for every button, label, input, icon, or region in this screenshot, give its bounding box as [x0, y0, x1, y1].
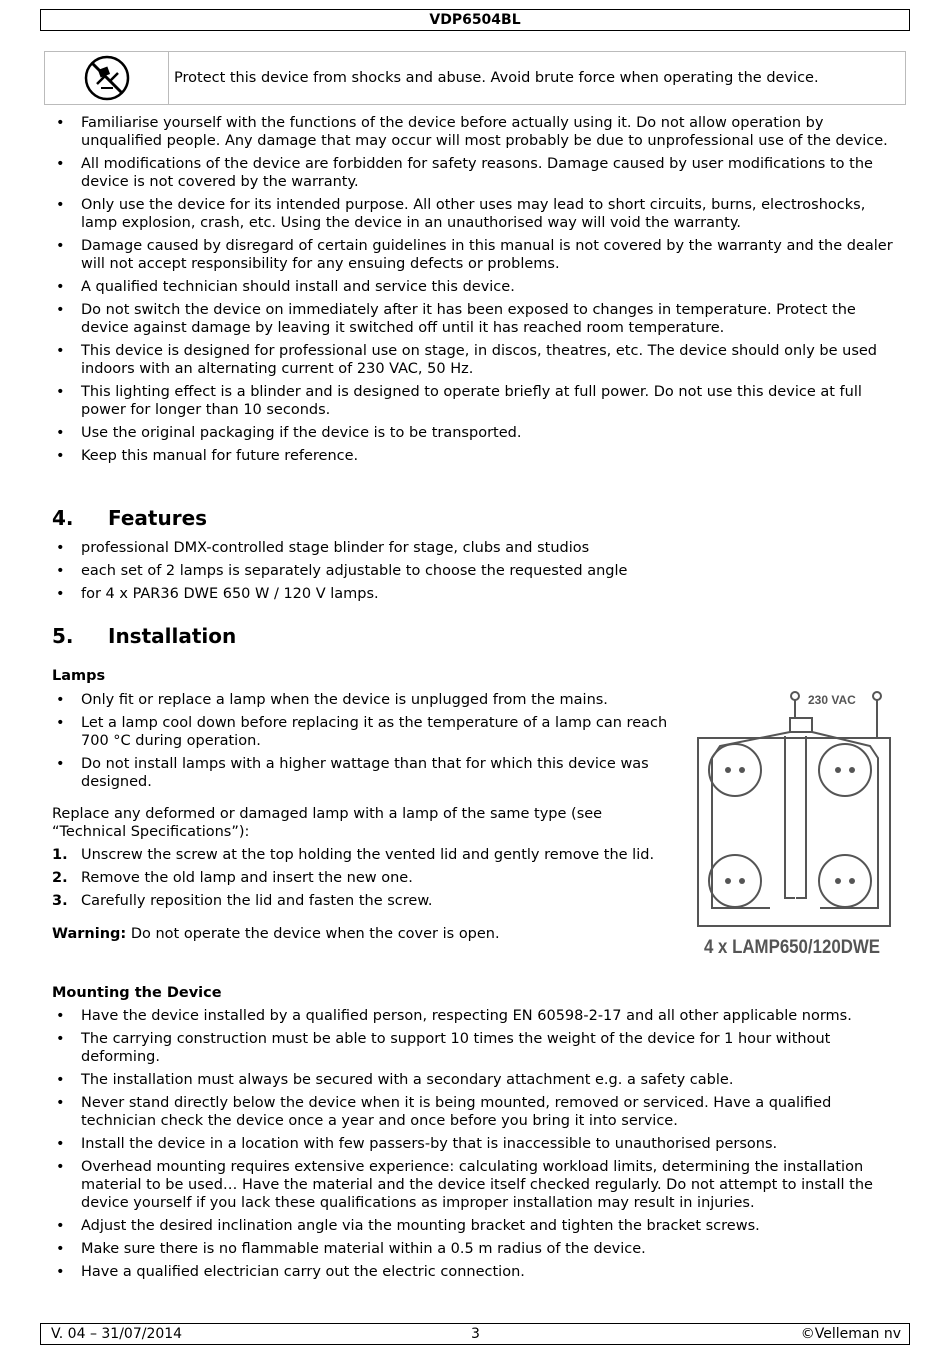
- section-title: Installation: [108, 624, 237, 648]
- step-item: [52, 869, 692, 887]
- features-heading: [52, 506, 207, 530]
- footer-page-number: 3: [471, 1326, 480, 1342]
- step-item: [52, 892, 692, 910]
- installation-heading: [52, 624, 236, 648]
- list-item: • Keep this manual for future reference.: [52, 447, 902, 465]
- list-item: • Let a lamp cool down before replacing it as the temperature of a lamp can reach 700 °C during operation.: [52, 714, 684, 750]
- list-item: • Make sure there is no flammable material within a 0.5 m radius of the device.: [52, 1240, 902, 1258]
- shock-warning-box: [44, 51, 906, 105]
- list-item: • A qualified technician should install and service this device.: [52, 278, 902, 296]
- list-item: • professional DMX-controlled stage blinder for stage, clubs and studios: [52, 539, 902, 557]
- document-title: VDP6504BL: [429, 12, 521, 28]
- safety-list: [52, 114, 902, 470]
- diagram-voltage-label: 230 VAC: [808, 693, 856, 707]
- replace-intro: Replace any deformed or damaged lamp with a lamp of the same type (see “Technical Specifications”):: [52, 806, 603, 840]
- list-item: • The installation must always be secured with a secondary attachment e.g. a safety cable.: [52, 1071, 902, 1089]
- list-item: • Damage caused by disregard of certain guidelines in this manual is not covered by the warranty and the dealer will not accept responsibility for any ensuing defects or problems.: [52, 237, 902, 273]
- no-shock-abuse-icon: [83, 54, 131, 102]
- mounting-subheading: Mounting the Device: [52, 985, 222, 1001]
- warning-text: Do not operate the device when the cover is open.: [126, 926, 500, 942]
- footer-version: V. 04 – 31/07/2014: [51, 1326, 183, 1342]
- warning-note: [52, 925, 500, 943]
- list-item: • Install the device in a location with few passers-by that is inaccessible to unauthorised persons.: [52, 1135, 902, 1153]
- list-item: • Have a qualified electrician carry out the electric connection.: [52, 1263, 902, 1281]
- list-item: • All modifications of the device are forbidden for safety reasons. Damage caused by user modifications to the device is not covered by the warranty.: [52, 155, 902, 191]
- footer-copyright: ©Velleman nv: [800, 1326, 901, 1342]
- list-item: • Have the device installed by a qualified person, respecting EN 60598-2-17 and all other applicable norms.: [52, 1007, 902, 1025]
- document-header: [40, 9, 910, 31]
- list-item: • each set of 2 lamps is separately adjustable to choose the requested angle: [52, 562, 902, 580]
- step-text: Carefully reposition the lid and fasten the screw.: [81, 893, 433, 909]
- step-number: 2.: [52, 870, 68, 886]
- step-text: Unscrew the screw at the top holding the vented lid and gently remove the lid.: [81, 847, 655, 863]
- step-text: Remove the old lamp and insert the new one.: [81, 870, 413, 886]
- list-item: • Familiarise yourself with the functions of the device before actually using it. Do not allow operation by unqualified people. Any damage that may occur will most probably be due to unprofessional use of the device.: [52, 114, 902, 150]
- lamps-subheading: Lamps: [52, 668, 106, 684]
- list-item: • Adjust the desired inclination angle via the mounting bracket and tighten the bracket screws.: [52, 1217, 902, 1235]
- section-number: 5.: [52, 624, 74, 648]
- list-item: • Never stand directly below the device when it is being mounted, removed or serviced. Have a qualified technician check the device once a year and once before you bring it into service.: [52, 1094, 902, 1130]
- step-item: [52, 846, 692, 864]
- list-item: • Do not switch the device on immediately after it has been exposed to changes in temperature. Protect the device against damage by leaving it switched off until it has reached room temperature.: [52, 301, 902, 337]
- features-list: [52, 539, 902, 608]
- lamps-list: [52, 691, 684, 796]
- shock-warning-text: Protect this device from shocks and abuse. Avoid brute force when operating the device.: [174, 70, 819, 86]
- warning-label: Warning:: [52, 926, 127, 942]
- list-item: • The carrying construction must be able to support 10 times the weight of the device for 1 hour without deforming.: [52, 1030, 902, 1066]
- list-item: • Do not install lamps with a higher wattage than that for which this device was designed.: [52, 755, 684, 791]
- list-item: • Use the original packaging if the device is to be transported.: [52, 424, 902, 442]
- list-item: • Overhead mounting requires extensive experience: calculating workload limits, determining the installation material to be used… Have the material and the device itself checked regularly. Do not attempt to install the device yourself if you lack these qualifications as improper installation may result in injuries.: [52, 1158, 902, 1212]
- list-item: • This device is designed for professional use on stage, in discos, theatres, etc. The device should only be used indoors with an alternating current of 230 VAC, 50 Hz.: [52, 342, 902, 378]
- section-title: Features: [108, 506, 208, 530]
- list-item: • Only fit or replace a lamp when the device is unplugged from the mains.: [52, 691, 684, 709]
- section-number: 4.: [52, 506, 74, 530]
- replace-steps: [52, 846, 692, 915]
- document-footer: [40, 1323, 910, 1345]
- mounting-list: [52, 1007, 902, 1286]
- list-item: • for 4 x PAR36 DWE 650 W / 120 V lamps.: [52, 585, 902, 603]
- list-item: • This lighting effect is a blinder and is designed to operate briefly at full power. Do not use this device at full power for longer than 10 seconds.: [52, 383, 902, 419]
- step-number: 1.: [52, 847, 68, 863]
- diagram-caption: 4 x LAMP650/120DWE: [704, 937, 880, 958]
- list-item: • Only use the device for its intended purpose. All other uses may lead to short circuits, burns, electroshocks, lamp explosion, crash, etc. Using the device in an unauthorised way will void the warranty.: [52, 196, 902, 232]
- step-number: 3.: [52, 893, 68, 909]
- lamp-wiring-diagram: [690, 688, 900, 960]
